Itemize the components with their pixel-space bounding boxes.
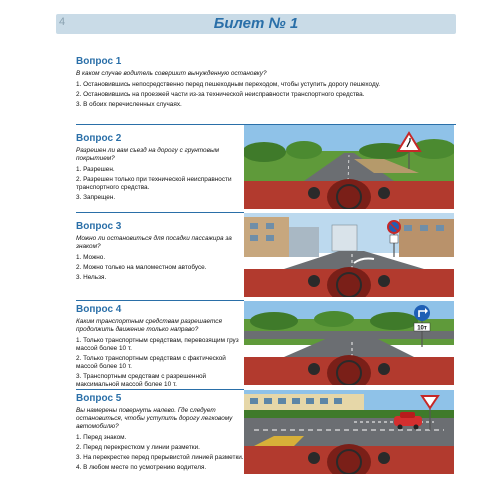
question-title: Вопрос 3 (76, 221, 122, 232)
page-number: 4 (59, 16, 66, 28)
answer-option[interactable]: 1. Можно. (76, 254, 106, 261)
question-title: Вопрос 4 (76, 304, 122, 315)
answer-option[interactable]: 1. Остановившись непосредственно перед пешеходным переходом, чтобы уступить дорогу пешеходу. (76, 81, 381, 88)
question-text: Можно ли остановиться для посадки пассажира за знаком? (76, 235, 232, 250)
question-text: Каким транспортным средствам разрешается продолжить движение только направо? (76, 318, 222, 333)
answer-option[interactable]: 3. На перекрестке перед прерывистой линией разметки. (76, 454, 244, 461)
question-text: В каком случае водитель совершит вынужденную остановку? (76, 70, 267, 77)
answer-option[interactable]: 4. В любом месте по усмотрению водителя. (76, 464, 207, 471)
answer-option[interactable]: 2. Перед перекрестком у линии разметки. (76, 444, 200, 451)
answer-option[interactable]: 2. Можно только на маломестном автобусе. (76, 264, 207, 271)
scene-illustration-q3 (244, 213, 454, 297)
question-title: Вопрос 5 (76, 393, 122, 404)
answer-option[interactable]: 1. Только транспортным средствам, перевозящим груз массой более 10 т. (76, 337, 239, 352)
sign-plate-label: 10т (417, 325, 427, 332)
question-1 (76, 56, 456, 111)
ticket-title: Билет № 1 (213, 15, 299, 32)
question-text: Вы намерены повернуть налево. Где следует остановиться, чтобы уступить дорогу легковому автомобилю? (76, 407, 233, 430)
answer-option[interactable]: 3. В обоих перечисленных случаях. (76, 101, 182, 108)
section-divider (76, 212, 244, 213)
answer-option[interactable]: 1. Перед знаком. (76, 434, 127, 441)
scene-illustration-q4 (244, 301, 454, 385)
answer-option[interactable]: 2. Только транспортным средствам с фактической массой более 10 т. (76, 355, 226, 370)
answer-list (76, 337, 244, 389)
section-divider (76, 389, 244, 390)
answer-list (76, 254, 244, 282)
answer-option[interactable]: 3. Транспортным средствам с разрешенной максимальной массой более 10 т. (76, 373, 207, 388)
question-title: Вопрос 1 (76, 56, 122, 67)
question-5 (76, 393, 244, 474)
answer-option[interactable]: 3. Нельзя. (76, 274, 107, 281)
question-2 (76, 133, 244, 204)
answer-list (76, 81, 456, 109)
answer-option[interactable]: 3. Запрещен. (76, 194, 116, 201)
scene-illustration-q2 (244, 125, 454, 209)
question-3 (76, 221, 244, 284)
answer-option[interactable]: 1. Разрешен. (76, 166, 115, 173)
answer-option[interactable]: 2. Разрешен только при технической неисправности транспортного средства. (76, 176, 232, 191)
scene-illustration-q5 (244, 390, 454, 474)
answer-list (76, 434, 244, 472)
question-text: Разрешен ли вам съезд на дорогу с грунтовым покрытием? (76, 147, 220, 162)
answer-option[interactable]: 2. Остановившись на проезжей части из-за технической неисправности транспортного средства. (76, 91, 365, 98)
ticket-header (56, 14, 456, 34)
question-title: Вопрос 2 (76, 133, 122, 144)
section-divider (76, 300, 244, 301)
answer-list (76, 166, 244, 202)
question-4 (76, 304, 244, 391)
